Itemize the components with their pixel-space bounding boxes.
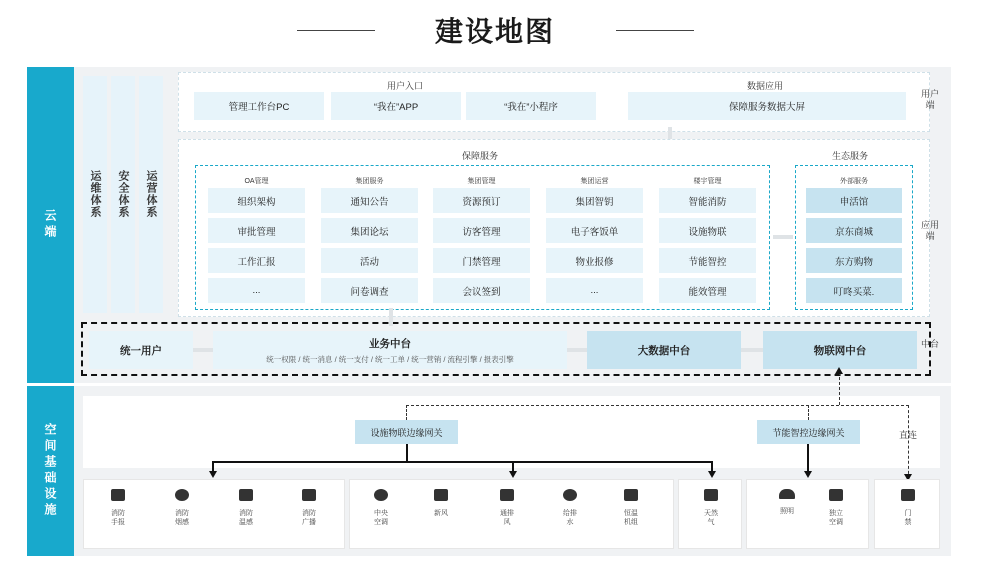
data-app-header: 数据应用 xyxy=(746,81,783,91)
support-header: 保障服务 xyxy=(461,151,498,161)
eco-item[interactable]: 京东商城 xyxy=(806,218,902,243)
cloud-side-label: 云端 xyxy=(27,67,74,383)
support-column-header: 集团服务 xyxy=(355,178,384,185)
thermostat-unit-icon xyxy=(624,489,638,501)
energy-stem xyxy=(807,444,809,472)
support-item[interactable]: ... xyxy=(208,278,305,303)
device-item[interactable] xyxy=(767,489,807,516)
unified-user[interactable]: 统一用户 xyxy=(89,331,193,369)
support-column-header: OA管理 xyxy=(244,178,269,185)
tree-bar xyxy=(212,461,712,463)
device-label: 天然 气 xyxy=(704,510,718,526)
device-item[interactable] xyxy=(611,489,651,527)
device-item[interactable] xyxy=(550,489,590,527)
support-item[interactable]: 通知公告 xyxy=(321,188,418,213)
device-item[interactable] xyxy=(421,489,461,518)
broadcast-icon xyxy=(302,489,316,501)
gas-icon xyxy=(704,489,718,501)
arrow-down-gas xyxy=(708,471,716,478)
support-item[interactable]: 工作汇报 xyxy=(208,248,305,273)
support-item[interactable]: 审批管理 xyxy=(208,218,305,243)
support-item[interactable]: 活动 xyxy=(321,248,418,273)
user-entry-miniprogram[interactable]: “我在”小程序 xyxy=(466,92,596,120)
water-pump-icon xyxy=(563,489,577,501)
connector-business-bigdata xyxy=(567,348,587,352)
device-item[interactable] xyxy=(888,489,928,527)
snowflake-icon xyxy=(374,489,388,501)
connector-user-business xyxy=(193,348,213,352)
support-item[interactable]: ... xyxy=(546,278,643,303)
connector-support-to-business xyxy=(389,308,393,326)
support-item[interactable]: 访客管理 xyxy=(433,218,530,243)
user-entry-header: 用户入口 xyxy=(386,81,423,91)
support-item[interactable]: 资源预订 xyxy=(433,188,530,213)
support-item[interactable]: 集团论坛 xyxy=(321,218,418,243)
device-label: 给排 水 xyxy=(563,510,577,526)
device-label: 门 禁 xyxy=(904,510,912,526)
system-column-security: 安全体系 xyxy=(111,76,135,313)
device-item[interactable] xyxy=(691,489,731,527)
device-label: 消防 手报 xyxy=(111,510,125,526)
dashed-line-energy xyxy=(808,405,809,420)
arrow-down-energy xyxy=(804,471,812,478)
dashed-line-iot-up xyxy=(839,372,840,405)
arrow-down-fire xyxy=(209,471,217,478)
support-column-header: 集团运营 xyxy=(580,178,609,185)
support-item[interactable]: 门禁管理 xyxy=(433,248,530,273)
support-item[interactable]: 会议签到 xyxy=(433,278,530,303)
device-label: 通排 风 xyxy=(500,510,514,526)
support-item[interactable]: 设施物联 xyxy=(659,218,756,243)
tree-stem xyxy=(406,444,408,462)
exhaust-fan-icon xyxy=(500,489,514,501)
device-item[interactable] xyxy=(361,489,401,527)
dashed-line-direct xyxy=(908,405,909,479)
support-column-header: 集团管理 xyxy=(467,178,496,185)
air-conditioner-icon xyxy=(829,489,843,501)
facility-gateway[interactable]: 设施物联边缘网关 xyxy=(355,420,458,444)
data-screen[interactable]: 保障服务数据大屏 xyxy=(628,92,906,120)
title-line-right xyxy=(616,30,694,31)
support-item[interactable]: 问卷调查 xyxy=(321,278,418,303)
iot-platform[interactable]: 物联网中台 xyxy=(763,331,917,369)
middle-label: 中台 xyxy=(920,339,939,349)
arrow-down-hvac xyxy=(509,471,517,478)
dashed-line-facility xyxy=(406,405,407,420)
device-label: 消防 温感 xyxy=(239,510,253,526)
support-column-header: 楼宇管理 xyxy=(693,178,722,185)
device-label: 独立 空调 xyxy=(829,510,843,526)
device-item[interactable] xyxy=(289,489,329,527)
connector-bigdata-iot xyxy=(741,348,763,352)
support-item[interactable]: 集团智钥 xyxy=(546,188,643,213)
lamp-icon xyxy=(779,489,795,499)
qr-door-icon xyxy=(901,489,915,501)
eco-item[interactable]: 东方购物 xyxy=(806,248,902,273)
smoke-sensor-icon xyxy=(175,489,189,501)
app-end-label: 应用端 xyxy=(920,220,939,241)
dashed-line-top xyxy=(406,405,909,406)
device-item[interactable] xyxy=(162,489,202,527)
device-label: 消防 广播 xyxy=(302,510,316,526)
device-item[interactable] xyxy=(226,489,266,527)
big-data-platform[interactable]: 大数据中台 xyxy=(587,331,741,369)
eco-header: 生态服务 xyxy=(831,151,868,161)
space-side-label: 空间基础设施 xyxy=(27,386,74,556)
direct-label: 直连 xyxy=(898,430,917,440)
business-platform[interactable] xyxy=(213,331,567,369)
device-label: 照明 xyxy=(780,508,794,515)
support-item[interactable]: 节能智控 xyxy=(659,248,756,273)
fresh-air-icon xyxy=(434,489,448,501)
connector-horizontal xyxy=(773,235,793,239)
fire-alarm-button-icon xyxy=(111,489,125,501)
page-title: 建设地图 xyxy=(434,15,555,48)
device-item[interactable] xyxy=(816,489,856,527)
eco-item[interactable]: 申活馆 xyxy=(806,188,902,213)
eco-item[interactable]: 叮咚买菜. xyxy=(806,278,902,303)
support-item[interactable]: 能效管理 xyxy=(659,278,756,303)
user-entry-pc[interactable]: 管理工作台PC xyxy=(194,92,324,120)
business-platform-sub: 统一权限 / 统一消息 / 统一支付 / 统一工单 / 统一营销 / 流程引擎 / 报表引擎 xyxy=(266,354,514,364)
energy-gateway[interactable]: 节能智控边缘网关 xyxy=(757,420,860,444)
device-item[interactable] xyxy=(98,489,138,527)
arrow-up-iot xyxy=(835,367,843,374)
support-item[interactable]: 智能消防 xyxy=(659,188,756,213)
temperature-sensor-icon xyxy=(239,489,253,501)
device-label: 新风 xyxy=(434,510,448,517)
system-column-ops: 运维体系 xyxy=(83,76,107,313)
system-column-operation: 运营体系 xyxy=(139,76,163,313)
eco-sub-header: 外部服务 xyxy=(840,178,868,185)
support-item[interactable]: 组织架构 xyxy=(208,188,305,213)
device-item[interactable] xyxy=(487,489,527,527)
user-entry-app[interactable]: “我在”APP xyxy=(331,92,461,120)
support-item[interactable]: 物业报修 xyxy=(546,248,643,273)
device-label: 中央 空调 xyxy=(374,510,388,526)
support-item[interactable]: 电子客饭单 xyxy=(546,218,643,243)
business-platform-title: 业务中台 xyxy=(369,337,411,350)
device-label: 消防 烟感 xyxy=(175,510,189,526)
device-label: 恒温 机组 xyxy=(624,510,638,526)
user-end-label: 用户端 xyxy=(920,89,939,110)
